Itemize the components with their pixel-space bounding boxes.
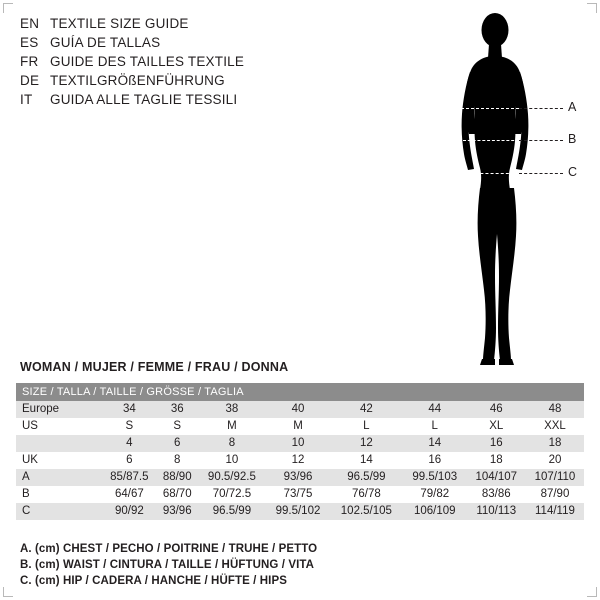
language-code-it: IT (20, 92, 33, 107)
cell: 106/109 (403, 503, 467, 520)
measure-line-c-inner (460, 173, 519, 174)
corner-mark-bottom-left (3, 587, 13, 597)
measure-line-b-inner (463, 140, 519, 141)
table-row (16, 469, 584, 486)
language-code-fr: FR (20, 54, 39, 69)
cell: 87/90 (526, 486, 584, 503)
row-label: US (16, 418, 102, 435)
silhouette-icon (440, 8, 550, 368)
cell: XXL (526, 418, 584, 435)
cell: 90.5/92.5 (198, 469, 266, 486)
size-table (16, 383, 584, 520)
cell: 96.5/99 (330, 469, 403, 486)
cell: 12 (266, 452, 330, 469)
language-code-de: DE (20, 73, 40, 88)
table-row (16, 452, 584, 469)
cell: 14 (403, 435, 467, 452)
cell: 6 (102, 452, 157, 469)
language-row-fr (20, 52, 320, 71)
legend-row-c: C. (cm) HIP / CADERA / HANCHE / HÜFTE / HIPS (20, 575, 288, 587)
row-label: C (16, 503, 102, 520)
cell: 18 (467, 452, 526, 469)
row-label: Europe (16, 401, 102, 418)
cell: 79/82 (403, 486, 467, 503)
language-text-de: TEXTILGRÖßENFÜHRUNG (50, 73, 225, 88)
cell: 90/92 (102, 503, 157, 520)
language-code-es: ES (20, 35, 39, 50)
cell: S (102, 418, 157, 435)
legend-row-b: B. (cm) WAIST / CINTURA / TAILLE / HÜFTUNG / VITA (20, 559, 315, 571)
cell: 85/87.5 (102, 469, 157, 486)
cell: 16 (467, 435, 526, 452)
cell: 48 (526, 401, 584, 418)
row-label: B (16, 486, 102, 503)
cell: 64/67 (102, 486, 157, 503)
cell: 114/119 (526, 503, 584, 520)
cell: 83/86 (467, 486, 526, 503)
cell: 38 (198, 401, 266, 418)
cell: 18 (526, 435, 584, 452)
table-row (16, 401, 584, 418)
language-row-es (20, 33, 320, 52)
language-row-it (20, 90, 320, 109)
table-row (16, 486, 584, 503)
cell: L (403, 418, 467, 435)
language-title-list (20, 14, 320, 109)
cell: 8 (198, 435, 266, 452)
table-row (16, 503, 584, 520)
cell: 96.5/99 (198, 503, 266, 520)
cell: 42 (330, 401, 403, 418)
cell: 44 (403, 401, 467, 418)
cell: 104/107 (467, 469, 526, 486)
cell: 34 (102, 401, 157, 418)
cell: 99.5/102 (266, 503, 330, 520)
row-label (16, 435, 102, 452)
cell: XL (467, 418, 526, 435)
cell: 36 (157, 401, 198, 418)
cell: 16 (403, 452, 467, 469)
language-text-es: GUÍA DE TALLAS (50, 35, 161, 50)
measure-line-a-inner (461, 108, 519, 109)
cell: 8 (157, 452, 198, 469)
cell: L (330, 418, 403, 435)
cell: 6 (157, 435, 198, 452)
measure-label-b: B (568, 132, 577, 146)
language-code-en: EN (20, 16, 40, 31)
cell: 46 (467, 401, 526, 418)
cell: 102.5/105 (330, 503, 403, 520)
language-text-en: TEXTILE SIZE GUIDE (50, 16, 189, 31)
measure-line-c-outer (519, 173, 563, 174)
cell: 10 (198, 452, 266, 469)
table-row (16, 435, 584, 452)
measure-line-b-outer (519, 140, 563, 141)
cell: 68/70 (157, 486, 198, 503)
row-label: UK (16, 452, 102, 469)
cell: 73/75 (266, 486, 330, 503)
cell: 110/113 (467, 503, 526, 520)
cell: 10 (266, 435, 330, 452)
legend-row-a: A. (cm) CHEST / PECHO / POITRINE / TRUHE / PETTO (20, 543, 318, 555)
cell: 93/96 (157, 503, 198, 520)
cell: 88/90 (157, 469, 198, 486)
cell: M (266, 418, 330, 435)
measure-label-c: C (568, 165, 578, 179)
cell: 70/72.5 (198, 486, 266, 503)
cell: 76/78 (330, 486, 403, 503)
corner-mark-bottom-right (587, 587, 597, 597)
female-silhouette-figure (420, 8, 590, 368)
cell: 14 (330, 452, 403, 469)
language-text-fr: GUIDE DES TAILLES TEXTILE (50, 54, 245, 69)
section-title: WOMAN / MUJER / FEMME / FRAU / DONNA (20, 360, 289, 374)
language-row-de (20, 71, 320, 90)
language-text-it: GUIDA ALLE TAGLIE TESSILI (50, 92, 238, 107)
table-header-label: SIZE / TALLA / TAILLE / GRÖSSE / TAGLIA (16, 383, 584, 401)
measurement-legend (20, 541, 440, 589)
cell: 20 (526, 452, 584, 469)
cell: S (157, 418, 198, 435)
cell: 4 (102, 435, 157, 452)
language-row-en (20, 14, 320, 33)
measure-line-a-outer (519, 108, 563, 109)
cell: 99.5/103 (403, 469, 467, 486)
table-header-row (16, 383, 584, 401)
measure-label-a: A (568, 100, 577, 114)
cell: 12 (330, 435, 403, 452)
table-row (16, 418, 584, 435)
corner-mark-top-left (3, 3, 13, 13)
cell: 40 (266, 401, 330, 418)
row-label: A (16, 469, 102, 486)
cell: 107/110 (526, 469, 584, 486)
cell: 93/96 (266, 469, 330, 486)
cell: M (198, 418, 266, 435)
